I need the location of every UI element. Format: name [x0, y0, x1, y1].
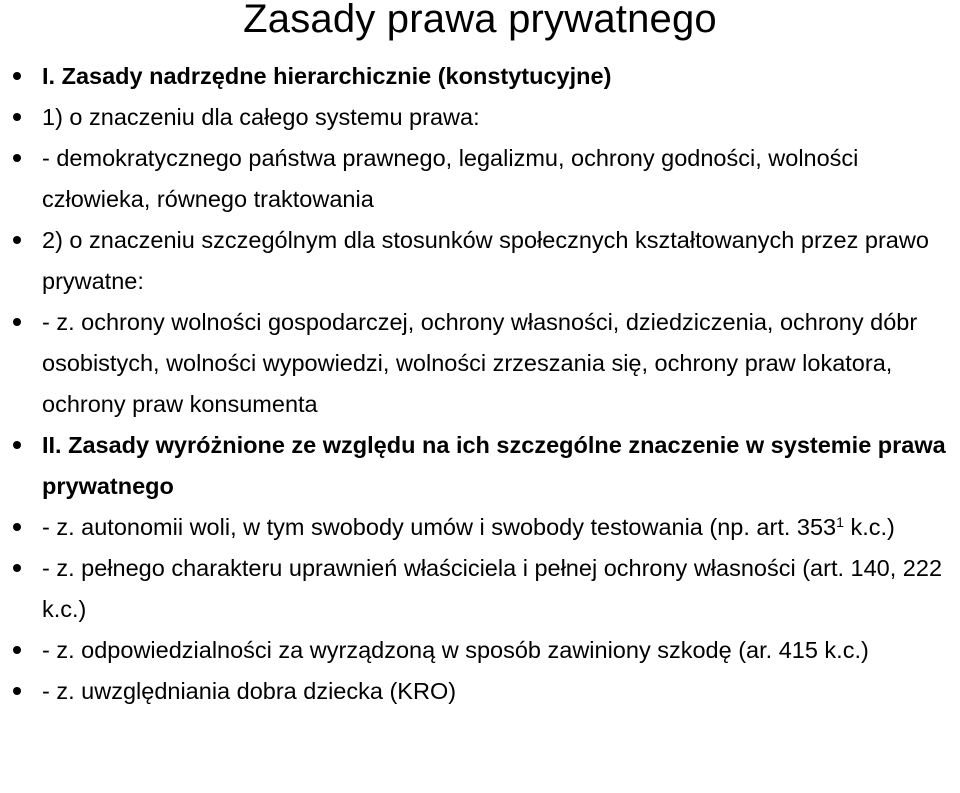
- bullet-icon: [13, 72, 21, 80]
- bullet-icon: [13, 523, 21, 531]
- item-text: - z. ochrony wolności gospodarczej, ochrony własności, dziedziczenia, ochrony dóbr osobistych, wolności wypowiedzi, wolności zrzeszania się, ochrony praw lokatora, ochrony praw konsumenta: [42, 309, 918, 417]
- item-text-before: - z. autonomii woli, w tym swobody umów i swobody testowania (np. art. 353: [42, 514, 837, 540]
- item-text-after: k.c.): [843, 514, 895, 540]
- item-text: - z. odpowiedzialności za wyrządzoną w sposób zawiniony szkodę (ar. 415 k.c.): [42, 637, 869, 663]
- list-item-system-significance: [0, 97, 960, 138]
- bullet-icon: [13, 318, 21, 326]
- list-item-child-welfare: [0, 671, 960, 712]
- item-text: 1) o znaczeniu dla całego systemu prawa:: [42, 104, 480, 130]
- bullet-list: [0, 56, 960, 712]
- list-item-fault-liability: [0, 630, 960, 671]
- bullet-icon: [13, 687, 21, 695]
- bullet-icon: [13, 154, 21, 162]
- item-text: 2) o znaczeniu szczególnym dla stosunków społecznych kształtowanych przez prawo prywatne:: [42, 227, 929, 294]
- list-item-autonomy-of-will: [0, 507, 960, 548]
- bullet-icon: [13, 441, 21, 449]
- item-text: - z. pełnego charakteru uprawnień właściciela i pełnej ochrony własności (art. 140, 222 k.c.): [42, 555, 943, 622]
- item-text: - z. uwzględniania dobra dziecka (KRO): [42, 678, 457, 704]
- list-item-democratic-principles: [0, 138, 960, 220]
- slide-title: Zasady prawa prywatnego: [243, 0, 717, 41]
- superscript-number: 1: [836, 514, 844, 530]
- bullet-icon: [13, 236, 21, 244]
- list-item-ownership-protection: [0, 548, 960, 630]
- list-item-private-law-principles: [0, 425, 960, 507]
- list-item-constitutional-principles: [0, 56, 960, 97]
- item-text: - demokratycznego państwa prawnego, legalizmu, ochrony godności, wolności człowieka, równego traktowania: [42, 145, 859, 212]
- bullet-icon: [13, 646, 21, 654]
- bullet-icon: [13, 564, 21, 572]
- bullet-icon: [13, 113, 21, 121]
- item-text: II. Zasady wyróżnione ze względu na ich szczególne znaczenie w systemie prawa prywatnego: [42, 432, 946, 499]
- item-text: I. Zasady nadrzędne hierarchicznie (konstytucyjne): [42, 63, 612, 89]
- list-item-special-significance: [0, 220, 960, 302]
- list-item-freedom-principles: [0, 302, 960, 425]
